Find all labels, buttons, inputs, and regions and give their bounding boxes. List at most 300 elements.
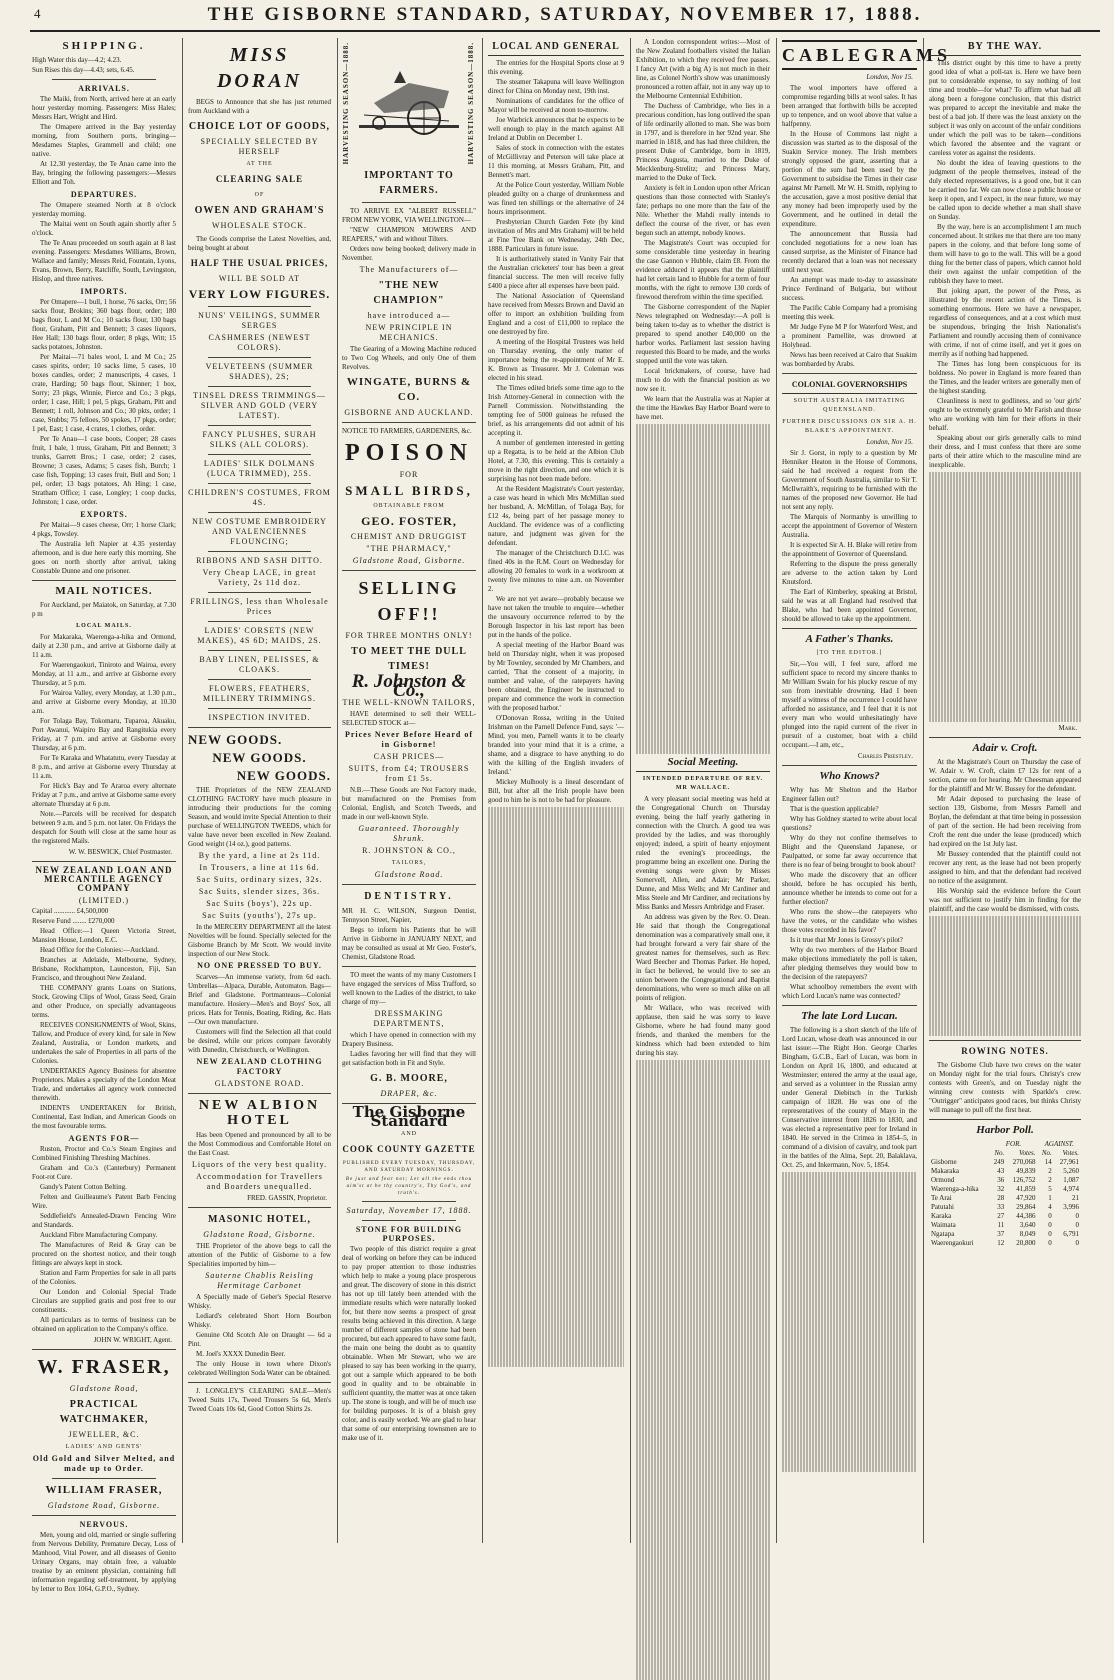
mail-item: For Auckland, per Maiatok, on Saturday, at 7.30 p m [32,601,176,618]
column-rule [482,38,483,1543]
threemonths-line: FOR THREE MONTHS ONLY! [345,631,473,641]
departure-item: The Te Anau proceeded on south again at 8 last evening. Passengers: Mesdames Williams, Brown, Wallace and family; Messrs Reid, Fountain, Lyons, Evans, Brown, Berry, Ratcliffe, South, Levingston, Hislop, and three natives. [32,239,176,283]
doran-line: VERY LOW FIGURES. [188,287,331,301]
johnston-address: Gladstone Road. [374,870,444,880]
departures-heading: DEPARTURES. [70,190,138,199]
poll-place: Makaraka [931,1167,959,1175]
meet-line: TO MEET THE DULL TIMES! [351,646,467,673]
paper-name: The Gisborne Standard [352,1103,466,1131]
newgoods-paragraph: THE Proprietors of the NEW ZEALAND CLOTHING FACTORY have much pleasure in introducing their productions for the coming Season, and would invite Special Attention to their purchase of WELLINGTON TWEEDS, which for value have never been excelled in New Zealand. Good weight (14 oz.), good patterns. [188,786,331,848]
reaper-illustration-icon [354,63,464,143]
column-rule [776,38,777,1543]
import-item: Per Maitai—71 bales wool, L and M Co.; 25 cases spirits, order; 10 sacks lime, 5 cases, 10 boxes candles, order; 2 manuscripts, 4 cases, 1 crate, Harding; 50 bags flour, Skinner; 1 box, Sorry; 23 pkgs, Winnie, Pierce and Co.; 3 pkgs, order; 1 case, Hill; 1 pel, 5 pkgs, Graham, Pitt and Bennett; 1 roll, Johnson and Co.; 30 pkts, order; 1 case, Stubbs; 75 felloes, 50 spokes, 17 pkgs, order; 1 pel, East; 1 case, 4 crates, 1 clothes, order. [32,353,176,433]
local-item: It is authoritatively stated in Vanity Fair that the Australian cricketers' tour has been a great financial success. The men will receive fully £400 a piece after all expenses have been paid. [488,255,624,290]
poll-place: Gisborne [931,1158,957,1166]
table-row [929,1239,1081,1248]
paper-motto: Be just and fear not; Let all the ends thou aim'st at be thy country's, Thy God's, and truth's. [345,1177,473,1197]
colonial-dateline: London, Nov 15. [866,438,913,446]
selling-heading: SELLING OFF!! [358,578,460,625]
news-item: The Duchess of Cambridge, who lies in a precarious condition, has long outlived the span of life ordinarily allotted to man. She was born in 1797, and is therefore in her 92nd year. She married in 1818, and has had three children, the present Duke of Cambridge, born in 1819, Princess Augusta, married to the Duke of Mecklenburg-Strelitz; and Princess Mary, married to the Duke of Teck. [636,102,770,182]
loan-paragraph: Head Office for the Colonies:—Auckland. [40,946,160,954]
divider [32,861,176,862]
loan-paragraph: INDENTS UNDERTAKEN for British, Continental, East Indian, and American Goods on the most favourable terms. [32,1104,176,1130]
masonic-line: M. Joel's XXXX Dunedin Beer. [196,1350,286,1358]
whoknows-item: What schoolboy remembers the event with which Lord Lucan's name was connected? [782,983,917,1000]
local-item: The entries for the Hospital Sports close at 9 this evening. [488,59,624,76]
masonic-line: Genuine Old Scotch Ale on Draught — 6d a Pint. [188,1331,331,1348]
column-drapery-ads [188,38,331,1543]
johnston-signature: R. JOHNSTON & CO., [362,846,456,856]
local-item: Mickey Mulhooly is a lineal descendant of Bill, but after all the Irish people have been good to him he is not to be had for pleasure. [488,778,624,804]
doran-item: CASHMERES (NEWEST COLORS). [208,333,311,352]
divider [32,1515,176,1516]
cable-item: News has been received at Cairo that Suakim was bombarded by Arabs. [782,351,917,368]
body-text-block [782,1172,917,1472]
suits-line: SUITS, from £4; TROUSERS from £1 5s. [348,764,470,784]
poll-col-header: No. [994,1149,1005,1157]
albion-name: NEW ALBION HOTEL [198,1098,321,1128]
masonic-address: Gladstone Road, Gisborne. [203,1230,316,1239]
poll-cell: 1 [1048,1194,1052,1202]
whoknows-item: Is it true that Mr Jones is Grossy's pilot? [790,936,903,944]
divider [208,592,311,593]
doran-line: WILL BE SOLD AT [218,274,301,283]
poll-place: Ormond [931,1176,955,1184]
newgoods-paragraph: In the MERCERY DEPARTMENT all the latest Novelties will be found. Specially selected for the Gisborne Branch by Mr Scott. We would invite inspection of our New Stock. [188,923,331,958]
poll-cell: 37 [997,1230,1005,1238]
lucan-paragraph: The following is a short sketch of the life of Lord Lucan, whose death was announced in our last issue:—The Right Hon. George Charles Bingham, G.C.B., Earl of Lucan, was born in London on April 16, 1800, and educated at Westminster; entered the army at the usual age, and served as a volunteer in the Russian army under General Diebitsch in the Turkish campaign of 1828. He was one of the representatives of the county of Mayo in the Conservative interest from 1826 to 1830, and was elected a representative peer for Ireland in 1840. He served in the Crimea in 1854–5, in command of a division of cavalry, and took part in the battles of the Alma, Sept. 20, Balaklava, Oct. 25, and Inkermann, Nov. 5, 1854. [782,1026,917,1169]
colonial-item: The Marquis of Normanby is unwilling to accept the appointment of Governor of Western Australia. [782,513,917,539]
whoknows-item: That is the question applicable? [790,805,879,813]
mail-item: Note.—Parcels will be received for despatch between 9 a.m. and 5 p.m. not later. On Fridays the despatch for South will close at the same hour as the registered Mails. [32,810,176,845]
birds-heading: SMALL BIRDS, [345,483,473,499]
table-row [929,1176,1081,1185]
newgoods-paragraph: Scarves—An immense variety, from 6d each. Umbrellas—Alpaca, Durable, Automaton. Bags—Brief and Gladstone. Portmanteaus—Colonial manufacture. Hosiery—Men's and Boys' Sox, all prices. Hats for Tennis, Boating, Riding, &c. Hats—Our own manufacture. [188,973,331,1026]
divider [208,425,311,426]
divider [208,386,311,387]
mail-signature: W. W. BESWICK, Chief Postmaster. [68,848,172,856]
divider [188,1382,331,1383]
cablegrams-heading: CABLEGRAMS [782,40,917,70]
divider [52,79,156,80]
masonic-wines: Sauterne Chablis Reisling Hermitage Carbonet [205,1271,314,1290]
poll-place: Karaka [931,1212,952,1220]
column-shipping [32,38,176,1593]
wilson-line: MR H. C. WILSON, Surgeon Dentist, Tennyson Street, Napier, [342,907,476,925]
poll-place: Patutahi [931,1203,954,1211]
agents-item: Felten and Guilleaume's Patent Barb Fencing Wire. [32,1193,176,1210]
mail-item: For Hick's Bay and Te Araroa every alternate Friday at 7 p.m., and arrive at Gisborne same every alternate Thursday at 6 p.m. [32,782,176,808]
agents-item: Our London and Colonial Special Trade Circulars are supplied gratis and post free to our constituents. [32,1288,176,1314]
table-row [929,1185,1081,1194]
doran-item: FLOWERS, FEATHERS, MILLINERY TRIMMINGS. [203,684,316,703]
doran-line: CHOICE LOT OF GOODS, [188,121,331,132]
poll-place: Te Arai [931,1194,952,1202]
agents-item: The Manufactures of Reid & Gray can be procured on the shortest notice, and their tough fittings are always kept in stock. [32,1241,176,1267]
page-number: 4 [34,6,41,21]
makers-line: The Manufacturers of— [359,265,459,275]
principle-line: NEW PRINCIPLE IN MECHANICS. [365,323,453,343]
divider [208,357,311,358]
whoknows-item: Why do they not confine themselves to Blight and the Queensland Japanese, or Paulpatted, or some far away occurrence that there is no fear of being brought to book about? [782,834,917,869]
poll-cell: 0 [1048,1239,1052,1247]
doran-intro: BEGS to Announce that she has just returned from Auckland with a [188,98,331,115]
btw-paragraph: This district ought by this time to have a pretty good idea of what a poll-tax is. Here we have been put to considerable expense, to say nothing of lost time and trouble—for what? To affirm what had all along been a foregone conclusion, that this district was prepared to accept the inevitable and make the best of a bad job. If there was the least anxiety on the subject it was only on account of the unfair conditions under which the poll was to be taken—conditions which favored the absentee and the vagrant or careless voter as against the residents. [929,59,1081,157]
news-item: The Magistrate's Court was occupied for some considerable time yesterday in hearing the case Gannon v Hubble, claim £8. From the evidence adduced it appears that the plaintiff had let certain land to Hubble for a term of four months, with the right to remove 130 cords of firewood therefrom within the time specified. [636,239,770,301]
adair-paragraph: His Worship said the evidence before the Court was not sufficient to justify him in finding for the plaintiff, and the case would be dismissed, with costs. [929,887,1081,913]
nervous-ad: Men, young and old, married or single suffering from Nervous Debility, Premature Decay, Loss of Manhood, Vital Power, and all diseases of Genito Urinary Organs, may obtain free, a valuable treatise by an eminent physician, containing full information regarding self-treatment, by applying by letter to Box 1064, G.P.O., Sydney. [32,1531,176,1593]
mail-item: For Waerengaokuri, Tiniroto and Wairoa, every Monday, at 11 a.m., and arrive at Gisborne every Thursday, at 5 p.m. [32,661,176,687]
whoknows-item: Who runs the show—the ratepayers who have the votes, or the candidate who wishes those votes recorded in his favor? [782,908,917,934]
doran-line: OWEN AND GRAHAM'S [194,205,325,216]
doran-item: FRILLINGS, less than Wholesale Prices [190,597,329,616]
loan-limited: (LIMITED.) [78,896,130,905]
champion-intro: "NEW CHAMPION MOWERS AND REAPERS," with and without Tilters. [342,226,476,244]
body-text-block [488,807,624,1367]
poll-cell: 249 [993,1158,1005,1166]
nervous-heading: NERVOUS. [79,1520,129,1529]
loan-paragraph: Head Office:—1 Queen Victoria Street, Mansion House, London, E.C. [32,927,176,944]
doran-name: MISS DORAN [216,44,302,92]
divider [208,551,311,552]
newgoods-heading: NEW GOODS. [236,768,331,783]
albion-line: Liquors of the very best quality. [191,1160,328,1169]
doran-item: FANCY PLUSHES, SURAH SILKS (ALL COLORS). [202,430,317,449]
body-text-block [636,1060,770,1680]
agents-item: All particulars as to terms of business can be obtained on application to the Company's office. [32,1316,176,1333]
poll-cell: 270,068 [1012,1158,1036,1166]
poll-cell: 3,640 [1019,1221,1036,1229]
column-farm-ads [342,38,476,1543]
local-item: Sales of stock in connection with the estates of McGillivray and Peterson will take place at 11 this morning, at Messrs Graham, Pitt, and Bennett's mart. [488,144,624,179]
lucan-heading: The late Lord Lucan. [801,1010,898,1022]
btw-heading: BY THE WAY. [929,40,1081,56]
prices-line: Prices Never Before Heard of in Gisborne! [344,730,474,750]
divider [208,306,311,307]
poll-place: Waerengaokuri [931,1239,974,1247]
masthead [30,0,1100,32]
albion-body: Has been Opened and pronounced by all to be the Most Commodious and Comfortable Hotel on the East Coast. [188,1131,331,1157]
poll-cell: 27,961 [1059,1158,1079,1166]
column-rule [923,38,924,1543]
table-row [929,1194,1081,1203]
divider [782,373,917,374]
table-row [929,1203,1081,1212]
departure-item: The Omapere steamed North at 8 o'clock yesterday morning. [32,201,176,218]
newgoods-line: By the yard, a line at 2s 11d. [198,851,321,860]
poll-column-header [929,1149,1081,1158]
doran-body: The Goods comprise the Latest Novelties, and, being bought at about [188,235,331,252]
divider [362,1220,456,1221]
body-text-block [636,424,770,754]
thanks-letter: Sir,—You will, I feel sure, afford me sufficient space to record my sincere thanks to Mr William Swain for his plucky rescue of my son from inevitable drowning. Had I been myself a witness of the occurrence I could have afforded no assistance, and I feel that it is not every man who would unhesitatingly have plunged into the rapid current of the river in pursuit of a customer, boat with a child occupant.—I am, etc., [782,660,917,749]
harbor-poll-table [929,1140,1081,1248]
fraser-trade: LADIES' AND GENTS' [65,1444,143,1450]
btw-signature: Mark. [1058,724,1077,732]
moore-draper: DRAPER, &c. [380,1089,438,1099]
masonic-line: Lediard's celebrated Short Horn Bourbon Whisky. [188,1312,331,1329]
doran-item: TINSEL DRESS TRIMMINGS—SILVER AND GOLD (VERY LATEST). [193,391,326,420]
divider [188,727,331,728]
import-item: Per Omapere—1 bull, 1 horse, 76 sacks, Orr; 56 sacks flour, Brokins; 360 bags flour, order; 180 bags flour, L and M Co.; 10 sacks flour, 130 bags flour, Graham, Pitt and Bennett; 3 cases liquors, Hee Hall; 130 bags flour, order; 8 pkgs, Witt; 15 sacks potatoes, Johnston. [32,298,176,351]
rowing-paragraph: The Gisborne Club have two crews on the water on Monday night for the trial fours. Christy's crew contests with Green's, and on Tuesday night the winning crew contests with Sparkle's crew. "Outrigger" anticipates good races, but thinks Christy will manage to pull off the first heat. [929,1061,1081,1114]
orders-line: Orders now being booked; delivery made in November. [342,245,476,263]
adair-paragraph: At the Magistrate's Court on Thursday the case of W. Adair v. W. Croft, claim £7 12s for rent of a section, came on for hearing. Mr Cheesman appeared for the plaintiff and Mr W. Bussey for the defendant. [929,758,1081,793]
fraser2-address: Gladstone Road, Gisborne. [47,1501,161,1510]
adair-heading: Adair v. Croft. [972,742,1038,754]
decided-line: HAVE determined to sell their WELL-SELECTED STOCK at— [342,710,476,728]
social-subheading: INTENDED DEPARTURE OF REV. MR WALLACE. [642,776,764,791]
paper-and: AND [401,1131,417,1138]
divider [208,679,311,680]
pharmacy-name: "THE PHARMACY," [366,544,452,554]
doran-item: VELVETEENS (SUMMER SHADES), 2S; [205,362,314,381]
table-row [929,1221,1081,1230]
loan-paragraph: Branches at Adelaide, Melbourne, Sydney, Brisbane, Rockhampton, Launceston, Fiji, San Francisco, and throughout New Zealand. [32,956,176,982]
loan-paragraph: RECEIVES CONSIGNMENTS of Wool, Skins, Tallow, and Produce of every kind, for sale in New Zealand, Australia, or London markets, and undertakes the sale of Properties in all parts of the Colonies. [32,1021,176,1065]
wilson-body: Begs to inform his Patients that he will Arrive in Gisborne in JANUARY NEXT, and may be consulted as usual at Mr Geo. Foster's, Chemist, Gladstone Road. [342,926,476,962]
arrival-item: At 12.30 yesterday, the Te Anau came into the Bay, bringing the following passengers:—Messrs Elliott and Toh. [32,160,176,186]
divider [208,512,311,513]
poll-cell: 0 [1075,1212,1079,1220]
doran-item: RIBBONS AND SASH DITTO. [196,556,323,565]
table-row [929,1230,1081,1239]
agents-item: Graham and Co.'s (Canterbury) Permanent Foot-rot Cure. [32,1164,176,1181]
nzcf-name: NEW ZEALAND CLOTHING FACTORY [196,1057,323,1076]
mail-item: For Te Karaka and Whatatutu, every Tuesday at 8 p.m., and arrive at Gisborne every Thursday at 11 a.m. [32,754,176,780]
btw-paragraph: Cleanliness is next to godliness, and so 'our girls' ought to be extremely grateful to Mr Farish and those who are working with him for their efforts in their behalf. [929,397,1081,432]
agents-item: Seddlefield's Annealed-Drawn Fencing Wire and Standards. [32,1212,176,1229]
divider [362,202,456,203]
fraser-name: W. FRASER, [37,1356,171,1378]
local-item: Presbyterian Church Garden Fete (by kind invitation of Mrs and Mrs Graham) will be held at Fine Tree Bank on Wednesday, 24th Dec, 1888. Particulars in future issue. [488,218,624,253]
poll-cell: 32 [997,1185,1005,1193]
btw-paragraph: But joking apart, the power of the Press, as illustrated by the recent action of the Times, is something enormous. Here we have a newspaper, regardless of consequences, and at a cost which must be stupendous, bringing the Irish Nationalist's Parliament and roundly accusing them of connivance with crime, if not of crime itself, and yet it goes on merrily as if nothing had happened. [929,287,1081,358]
local-item: Joe Warbrick announces that he expects to be well enough to play in the match against All Ireland at Dublin on December 1. [488,116,624,142]
whoknows-item: Why has Goldney started to write about local questions? [782,815,917,832]
body-text-block [929,472,1081,722]
foster-trade: CHEMIST AND DRUGGIST [350,532,468,542]
poll-cell: 5 [1048,1185,1052,1193]
harvesting-label: HARVESTING SEASON—1888. [467,42,475,165]
divider [208,650,311,651]
wellknown-line: THE WELL-KNOWN TAILORS, [342,698,476,708]
nb-line: N.B.—These Goods are Not Factory made, but manufactured on the Premises from Colonial, English, and Scotch Tweeds, and made in our well-known Style. [342,786,476,822]
poll-cell: 0 [1048,1221,1052,1229]
doran-line: OF [254,192,265,198]
poll-place: Waimata [931,1221,956,1229]
moore-dept: DRESSMAKING DEPARTMENTS, [373,1009,445,1029]
local-item: The National Association of Queensland have received from Messrs Brown and David an offer to import an exhibition 'building from England and a cost of £11,000 to replace the one destroyed by fire. [488,292,624,336]
column-rule [630,38,631,1543]
poll-col-header: Votes. [1019,1149,1036,1157]
poll-cell: 44,386 [1016,1212,1036,1220]
local-item: A number of gentlemen interested in getting up a Regatta, is to be held at the Albion Club Hotel, at 7.30, this evening. This is certainly a move in the right direction, and one which it is surprising has not been made before. [488,439,624,483]
loan-paragraph: UNDERTAKES Agency Business for absentee Proprietors. Makes a specialty of the London Meat Trade, and undertakes all agency work connected therewith. [32,1067,176,1102]
poll-cell: 2 [1048,1167,1052,1175]
cable-item: Mr Judge Fyne M P for Waterford West, and a prominent Parnellite, was drowned at Holyhead. [782,323,917,349]
doran-item: BABY LINEN, PELISSES, & CLOAKS. [199,655,320,674]
export-note: The Australia left Napier at 4.35 yesterday afternoon, and is due here early this morning. She goes on north shortly after arrival, taking Constable Dunne and one prisoner. [32,540,176,575]
doran-item: LADIES' CORSETS (NEW MAKES), 4S 6D; MAIDS, 2S. [197,626,322,645]
johnston-name: R. Johnston & Co., [351,671,467,702]
champion-heading: "THE NEW CHAMPION" [373,280,445,307]
poll-place-col [929,1149,989,1158]
body-text-block [929,916,1081,1036]
thanks-heading: A Father's Thanks. [805,633,894,645]
exports-heading: EXPORTS. [80,510,128,519]
moore-body: TO meet the wants of my many Customers I have engaged the services of Miss Trafford, so well known to the Ladies of the district, to take charge of my— [342,971,476,1007]
divider [782,1005,917,1006]
colonial-subheading: FURTHER DISCUSSIONS ON SIR A. H. BLAKE'S APPOINTMENT. [782,419,917,434]
arrivals-heading: ARRIVALS. [78,84,130,93]
newgoods-line: Sac Suits, slender sizes, 36s. [198,887,321,896]
moore-signature: G. B. MOORE, [370,1073,448,1085]
divider [52,1478,156,1479]
newgoods-line: In Trousers, a line at 11s 6d. [199,863,320,872]
newgoods-line: NO ONE PRESSED TO BUY. [197,961,322,970]
colonial-subheading: SOUTH AUSTRALIA IMITATING QUEENSLAND. [793,398,906,413]
fraser-trade: Old Gold and Silver Melted, and made up to Order. [32,1454,176,1473]
divider [929,737,1081,738]
poll-cell: 8,049 [1019,1230,1036,1238]
divider [342,884,476,885]
poll-cell: 1,087 [1063,1176,1079,1184]
newgoods-paragraph: Customers will find the Selection all that could be desired, while our prices compare favorably with Dunedin, Christchurch, or Wellington. [188,1028,331,1054]
thanks-to: [TO THE EDITOR.] [816,650,883,656]
local-item: The Times edited briefs some time ago to the Irish Attorney-General in connection with the Parnell Commission. Notwithstanding the tempting fee of 5000 guineas he refused the brief, as his arrangements did not admit of his accepting it. [488,384,624,437]
adair-paragraph: Mr Adair deposed to purchasing the lease of section 139, Gisborne, from Messrs Parnell and Boylan, the defendant at that time being in possession of part of the section. He had been receiving from Croft the rent due under the lease (produced) which had expired on the 1st July last. [929,795,1081,848]
divider [782,765,917,766]
divider [208,708,311,709]
poll-cell: 41,859 [1016,1185,1036,1193]
sun-line: Sun Rises this day—4.43; sets, 6.45. [32,66,135,74]
poison-heading: POISON [344,440,473,467]
london-correspondent: A London correspondent writes:—Most of the New Zealand footballers visited the Italian Exhibition, to which they received free passes. I fancy Art (with a big A) is not much in their line, as Colonel North's show was unanimously pronounced a rotten affair, not in any way up to the Melbourne Centennial Exhibition. [636,38,770,100]
poll-cell: 6,791 [1063,1230,1079,1238]
departure-item: The Maitai went on South again shortly after 5 o'clock. [32,220,176,237]
local-heading: LOCAL AND GENERAL [488,40,624,56]
albion-line: Accommodation for Travellers and Boarders unequalled. [196,1172,323,1191]
table-row [929,1212,1081,1221]
poll-cell: 29,864 [1016,1203,1036,1211]
colonial-item: The Earl of Kimberley, speaking at Bristol, said he was at all England had resolved that Blake, who had been appointed Governor, should be allowed to take up the appointment. [782,588,917,623]
local-item: A special meeting of the Harbor Board was held on Thursday night, when it was proposed by Mr Townley, seconded by Mr Chambers, and carried, 'That the consent of a majority, in number and value, of the ratepayers having been obtained, the Engineer be instructed to prepare and commence the work in connection with the proposed harbor.' [488,641,624,712]
poll-cell: 36 [997,1176,1005,1184]
divider [32,580,176,581]
poll-cell: 2 [1048,1176,1052,1184]
poll-cell: 4,974 [1063,1185,1079,1193]
poll-cell: 20,800 [1016,1239,1036,1247]
arrival-item: The Maiki, from North, arrived here at an early hour yesterday morning. Passengers: Miss Hales; Messrs Hart, Wright and Hird. [32,95,176,121]
poll-cell: 4 [1048,1203,1052,1211]
paper-publication: PUBLISHED EVERY TUESDAY, THURSDAY, AND SATURDAY MORNINGS. [342,1161,476,1174]
btw-paragraph: By the way, here is an accomplishment I am much concerned about. It strikes me that there are too many papers in the colony, and that before long some of them will have to go to the wall. This will be a good thing for the better class of papers, which cannot hold their own against the unfair competition of the rubbish they have to meet. [929,223,1081,285]
moore-body: Ladies favoring her will find that they will get satisfaction both in Fit and Style. [342,1050,476,1068]
johnston-tailors: TAILORS, [391,860,427,867]
local-item: A meeting of the Hospital Trustees was held on Thursday evening, the only matter of importance being the re-appointment of Mr E. K. Brown as Treasurer. Mr J. Coleman was elected in his stead. [488,338,624,382]
poll-place: Waerenga-a-hika [931,1185,979,1193]
local-item: We are not yet aware—probably because we have not taken the trouble to enquire—whether the unsavoury occurrence referred to by the Borough Inspector in his last report has been put in the hands of the police. [488,595,624,639]
poll-cell: 3,996 [1063,1203,1079,1211]
news-item: The Gisborne correspondent of the Napier News telegraphed on Wednesday:—A poll is being taken to-day as to whether the district is prepared to spend another £40,000 on the harbor works. Parliament last session having requested this Board to be made, and the works stopped until the vote was taken. [636,303,770,365]
poll-cell: 27 [997,1212,1005,1220]
fraser2-name: WILLIAM FRASER, [45,1484,163,1496]
mail-item: For Wairoa Valley, every Monday, at 1.30 p.m., and arrive at Gisborne every Monday, at 10.30 a.m. [32,689,176,715]
poll-cell: 21 [1072,1194,1079,1202]
paper-name-secondary: COOK COUNTY GAZETTE [342,1144,476,1155]
whoknows-item: Why do two members of the Harbor Board make objections immediately the poll is taken, after pledging themselves they would bow to the decision of the ratepayers? [782,946,917,981]
fraser-trade: JEWELLER, &C. [68,1430,140,1439]
doran-item: CHILDREN'S COSTUMES, FROM 4S. [188,488,331,507]
stone-paragraph: Two people of this district require a great deal of working on before they can be induced to pay proper attention to those industries which help to make a young place prosperous and great. The discovery of stone in this district has not up till lately been attended with the immediate results which were naturally looked for, but there now seems a prospect of great results being achieved in this direction. A large number of different samples of stone had been procured, but each appeared to have some fault, the main one being the doubt as to quantity obtainable. When Mr Stewart, who we are pleased to say has been working in the quarry, got out a sample which appeared to be both good in quality and to be obtainable in sufficient quantity, the matter was at once taken up. The stone is tough, and will be of much use for building purposes. It is of a bluish grey color, and is easily worked. We are glad to hear that some of our enterprising townsmen are to make use of it. [342,1245,476,1443]
poll-cell: 126,752 [1012,1176,1036,1184]
cable-item: The wool importers have offered a compromise regarding bills at wool sales. It has been arranged that forthwith bills be accepted up to tenpence, and on wool above that value a halfpenny. [782,84,917,128]
shipping-heading: SHIPPING. [62,40,146,52]
nzcf-address: GLADSTONE ROAD. [214,1079,305,1088]
rowing-heading: ROWING NOTES. [961,1046,1049,1056]
whoknows-heading: Who Knows? [819,770,880,782]
poll-heading: Harbor Poll. [976,1124,1034,1136]
introduced-line: have introduced a— [367,311,451,321]
agents-heading: AGENTS FOR— [68,1134,140,1143]
harvesting-banner [342,42,476,164]
divider [32,1349,176,1350]
cablegrams-dateline: London, Nov 15. [866,73,913,81]
divider [362,1201,456,1202]
poll-cell: 0 [1075,1239,1079,1247]
albion-signature: FRED. GASSIN, Proprietor. [247,1194,327,1202]
cable-item: The announcement that Russia had concluded negotiations for a new loan has caused surprise, as the Minister of Finance had recently declared that a loan was not necessary until next year. [782,230,917,274]
colonial-heading: COLONIAL GOVERNORSHIPS [782,378,917,394]
divider [342,422,476,423]
moore-body: which I have opened in connection with my Drapery Business. [342,1031,476,1049]
poll-cell: 43 [997,1167,1005,1175]
poll-cell: 49,839 [1016,1167,1036,1175]
loan-company-name: NEW ZEALAND LOAN AND MERCANTILE AGENCY COMPANY [35,865,173,893]
divider [342,570,476,571]
poll-cell: 33 [997,1203,1005,1211]
poll-cell: 47,920 [1016,1194,1036,1202]
divider [342,966,476,967]
poll-cell: 12 [997,1239,1005,1247]
masonic-line: The only House in town where Dixon's celebrated Wellington Soda Water can be obtained. [188,1360,331,1377]
poll-cell: 11 [997,1221,1005,1229]
column-by-the-way [929,38,1081,1543]
newgoods-line: Sac Suits (youths'), 27s up. [202,911,317,920]
divider [208,621,311,622]
mail-item: For Makaraka, Waerenga-a-hika and Ormond, daily at 2.30 p.m., and arrive at Gisborne daily at 11 a.m. [32,633,176,659]
doran-line: SPECIALLY SELECTED BY HERSELF [200,137,319,156]
local-item: Nominations of candidates for the office of Mayor will be received at noon to-morrow. [488,97,624,114]
poll-col-header: No. [1041,1149,1052,1157]
column-news [636,38,770,1543]
arrival-item: The Omapere arrived in the Bay yesterday morning, from Southern ports, bringing—Mesdames Staples, Grammell and child; one native. [32,123,176,158]
doran-item: NUNS' VEILINGS, SUMMER SERGES [198,311,321,330]
local-item: The manager of the Christchurch D.I.C. was fined 40s in the R.M. Court on Wednesday for allowing 20 females to work in a workroom at twenty five minutes to nine a.m. on November 2. [488,549,624,593]
divider [188,1207,331,1208]
divider [929,1040,1081,1041]
colonial-item: It is expected Sir A. H. Blake will retire from the appointment of Governor of Queensland. [782,541,917,558]
pharmacy-address: Gladstone Road, Gisborne. [352,556,466,566]
export-item: Per Maitai—9 cases cheese, Orr; 1 horse Clark; 4 pkgs, Towsley. [32,521,176,538]
newspaper-title: THE GISBORNE STANDARD, SATURDAY, NOVEMBER 17, 1888. [207,4,923,25]
doran-item: LADIES' SILK DOLMANS (LUCA TRIMMED), 25S. [203,459,316,478]
colonial-item: Sir J. Gorst, in reply to a question by Mr Henniker Heaton in the House of Commons, said he had received a request from the Government of South Australia, similar to Sir T. McIlwraith's, requiring to be furnished with the names of the proposed new Governor. He had not sent any reply. [782,449,917,511]
stone-heading: STONE FOR BUILDING PURPOSES. [355,1225,463,1244]
whoknows-item: Why has Mr Shelton and the Harbor Engineer fallen out? [782,786,917,803]
fraser-address: Gladstone Road, [69,1384,139,1393]
